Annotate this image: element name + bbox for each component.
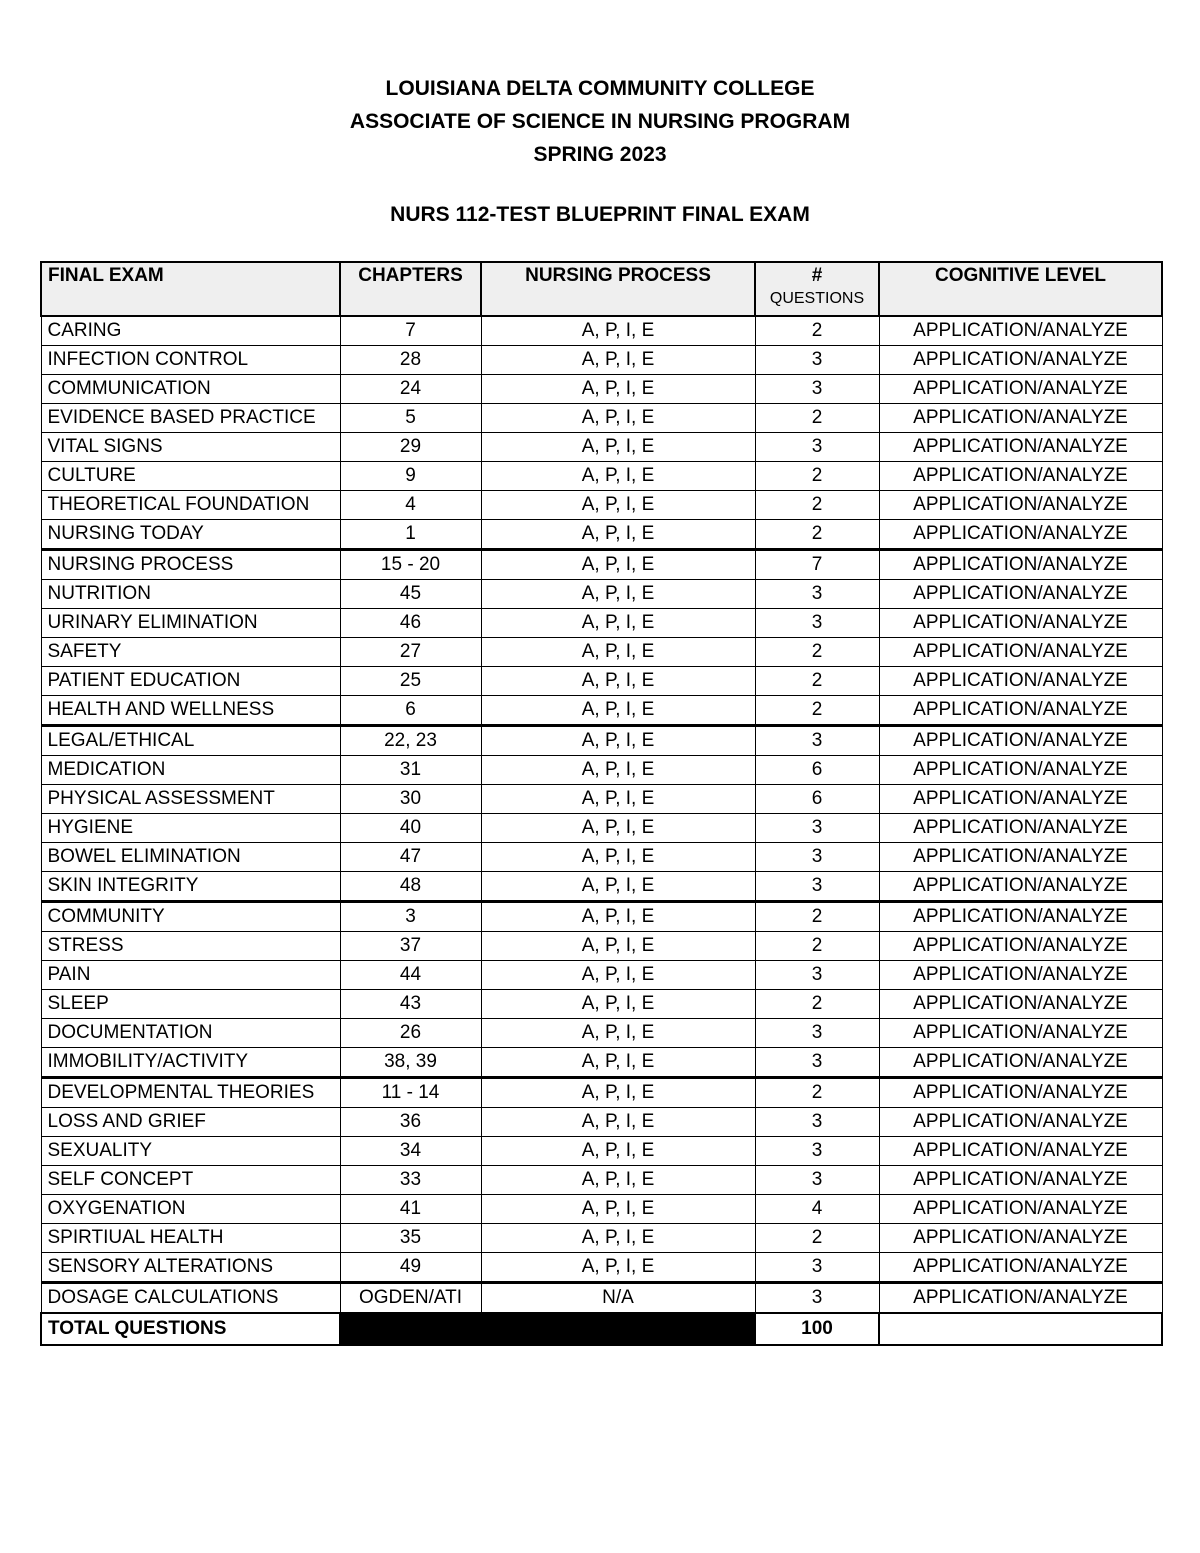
table-row: [41, 638, 1162, 667]
cell-questions: 7: [755, 550, 879, 580]
table-row: [41, 902, 1162, 932]
cell-chapters: 37: [340, 932, 481, 961]
cell-cognitive-level: APPLICATION/ANALYZE: [879, 609, 1162, 638]
cell-topic: URINARY ELIMINATION: [41, 609, 340, 638]
cell-chapters: 5: [340, 404, 481, 433]
cell-cognitive-level: APPLICATION/ANALYZE: [879, 346, 1162, 375]
table-row: [41, 756, 1162, 785]
cell-nursing-process: A, P, I, E: [481, 843, 755, 872]
cell-nursing-process: A, P, I, E: [481, 316, 755, 346]
cell-topic: LOSS AND GRIEF: [41, 1108, 340, 1137]
cell-questions: 2: [755, 1078, 879, 1108]
cell-nursing-process: A, P, I, E: [481, 1166, 755, 1195]
cell-topic: SAFETY: [41, 638, 340, 667]
cell-questions: 3: [755, 433, 879, 462]
table-row: [41, 696, 1162, 726]
cell-questions: 3: [755, 609, 879, 638]
table-row: [41, 433, 1162, 462]
cell-cognitive-level: APPLICATION/ANALYZE: [879, 1224, 1162, 1253]
cell-topic: BOWEL ELIMINATION: [41, 843, 340, 872]
column-header-questions-symbol: #: [811, 265, 823, 286]
total-empty-cell: [879, 1313, 1162, 1345]
cell-cognitive-level: APPLICATION/ANALYZE: [879, 1078, 1162, 1108]
cell-chapters: 28: [340, 346, 481, 375]
cell-topic: NUTRITION: [41, 580, 340, 609]
cell-cognitive-level: APPLICATION/ANALYZE: [879, 990, 1162, 1019]
cell-chapters: 44: [340, 961, 481, 990]
cell-chapters: 11 - 14: [340, 1078, 481, 1108]
cell-chapters: 48: [340, 872, 481, 902]
cell-topic: STRESS: [41, 932, 340, 961]
cell-topic: THEORETICAL FOUNDATION: [41, 491, 340, 520]
cell-questions: 2: [755, 932, 879, 961]
table-row: [41, 550, 1162, 580]
cell-cognitive-level: APPLICATION/ANALYZE: [879, 726, 1162, 756]
cell-topic: SKIN INTEGRITY: [41, 872, 340, 902]
cell-cognitive-level: APPLICATION/ANALYZE: [879, 520, 1162, 550]
cell-nursing-process: A, P, I, E: [481, 1048, 755, 1078]
cell-topic: EVIDENCE BASED PRACTICE: [41, 404, 340, 433]
cell-questions: 2: [755, 990, 879, 1019]
cell-cognitive-level: APPLICATION/ANALYZE: [879, 843, 1162, 872]
cell-topic: NURSING TODAY: [41, 520, 340, 550]
cell-nursing-process: A, P, I, E: [481, 433, 755, 462]
cell-nursing-process: A, P, I, E: [481, 550, 755, 580]
cell-chapters: 1: [340, 520, 481, 550]
cell-topic: SELF CONCEPT: [41, 1166, 340, 1195]
column-header-questions-label: QUESTIONS: [769, 290, 865, 307]
blueprint-table: [40, 261, 1163, 1346]
cell-nursing-process: A, P, I, E: [481, 580, 755, 609]
table-row: [41, 1253, 1162, 1283]
cell-chapters: 43: [340, 990, 481, 1019]
table-row: [41, 375, 1162, 404]
table-row: [41, 609, 1162, 638]
cell-questions: 2: [755, 667, 879, 696]
cell-cognitive-level: APPLICATION/ANALYZE: [879, 785, 1162, 814]
cell-topic: LEGAL/ETHICAL: [41, 726, 340, 756]
column-header-chapters: CHAPTERS: [340, 262, 481, 316]
cell-topic: DOSAGE CALCULATIONS: [41, 1283, 340, 1314]
cell-questions: 2: [755, 404, 879, 433]
cell-questions: 2: [755, 1224, 879, 1253]
cell-chapters: 24: [340, 375, 481, 404]
cell-questions: 3: [755, 1283, 879, 1314]
table-row: [41, 520, 1162, 550]
cell-chapters: 29: [340, 433, 481, 462]
cell-questions: 3: [755, 1108, 879, 1137]
cell-nursing-process: A, P, I, E: [481, 638, 755, 667]
cell-nursing-process: A, P, I, E: [481, 1195, 755, 1224]
cell-nursing-process: A, P, I, E: [481, 726, 755, 756]
table-row: [41, 1019, 1162, 1048]
cell-nursing-process: A, P, I, E: [481, 375, 755, 404]
cell-questions: 3: [755, 1048, 879, 1078]
cell-questions: 6: [755, 756, 879, 785]
cell-chapters: 38, 39: [340, 1048, 481, 1078]
table-row: [41, 1108, 1162, 1137]
cell-topic: COMMUNITY: [41, 902, 340, 932]
cell-chapters: 49: [340, 1253, 481, 1283]
total-blackout-cell: [340, 1313, 755, 1345]
table-row: [41, 404, 1162, 433]
cell-cognitive-level: APPLICATION/ANALYZE: [879, 375, 1162, 404]
cell-chapters: 35: [340, 1224, 481, 1253]
column-header-final-exam: FINAL EXAM: [41, 262, 340, 316]
cell-chapters: 30: [340, 785, 481, 814]
total-row: [41, 1313, 1162, 1345]
cell-nursing-process: A, P, I, E: [481, 785, 755, 814]
cell-nursing-process: A, P, I, E: [481, 814, 755, 843]
table-row: [41, 1224, 1162, 1253]
cell-nursing-process: A, P, I, E: [481, 667, 755, 696]
table-row: [41, 814, 1162, 843]
cell-questions: 4: [755, 1195, 879, 1224]
cell-nursing-process: A, P, I, E: [481, 609, 755, 638]
cell-topic: VITAL SIGNS: [41, 433, 340, 462]
cell-chapters: 15 - 20: [340, 550, 481, 580]
cell-topic: CULTURE: [41, 462, 340, 491]
column-header-cognitive-level: COGNITIVE LEVEL: [879, 262, 1162, 316]
table-header-row: [41, 262, 1162, 316]
cell-cognitive-level: APPLICATION/ANALYZE: [879, 1108, 1162, 1137]
cell-topic: MEDICATION: [41, 756, 340, 785]
cell-chapters: 7: [340, 316, 481, 346]
cell-chapters: 40: [340, 814, 481, 843]
table-row: [41, 1078, 1162, 1108]
college-name: LOUISIANA DELTA COMMUNITY COLLEGE: [385, 77, 815, 100]
program-name: ASSOCIATE OF SCIENCE IN NURSING PROGRAM: [349, 110, 851, 133]
cell-questions: 3: [755, 843, 879, 872]
cell-topic: DOCUMENTATION: [41, 1019, 340, 1048]
table-row: [41, 1048, 1162, 1078]
cell-questions: 2: [755, 462, 879, 491]
total-questions: 100: [755, 1313, 879, 1345]
column-header-nursing-process: NURSING PROCESS: [481, 262, 755, 316]
table-row: [41, 667, 1162, 696]
cell-cognitive-level: APPLICATION/ANALYZE: [879, 433, 1162, 462]
cell-topic: PATIENT EDUCATION: [41, 667, 340, 696]
cell-cognitive-level: APPLICATION/ANALYZE: [879, 756, 1162, 785]
cell-topic: INFECTION CONTROL: [41, 346, 340, 375]
table-row: [41, 580, 1162, 609]
table-row: [41, 491, 1162, 520]
cell-questions: 2: [755, 316, 879, 346]
cell-chapters: 47: [340, 843, 481, 872]
table-row: [41, 872, 1162, 902]
cell-chapters: OGDEN/ATI: [340, 1283, 481, 1314]
cell-chapters: 25: [340, 667, 481, 696]
cell-chapters: 9: [340, 462, 481, 491]
cell-chapters: 6: [340, 696, 481, 726]
cell-nursing-process: A, P, I, E: [481, 1137, 755, 1166]
cell-cognitive-level: APPLICATION/ANALYZE: [879, 696, 1162, 726]
cell-nursing-process: A, P, I, E: [481, 1108, 755, 1137]
cell-questions: 3: [755, 1166, 879, 1195]
cell-chapters: 34: [340, 1137, 481, 1166]
cell-nursing-process: A, P, I, E: [481, 990, 755, 1019]
cell-nursing-process: A, P, I, E: [481, 961, 755, 990]
table-row: [41, 785, 1162, 814]
cell-chapters: 4: [340, 491, 481, 520]
cell-cognitive-level: APPLICATION/ANALYZE: [879, 1019, 1162, 1048]
cell-questions: 3: [755, 961, 879, 990]
cell-chapters: 27: [340, 638, 481, 667]
cell-questions: 3: [755, 814, 879, 843]
cell-nursing-process: A, P, I, E: [481, 902, 755, 932]
cell-cognitive-level: APPLICATION/ANALYZE: [879, 902, 1162, 932]
cell-topic: HEALTH AND WELLNESS: [41, 696, 340, 726]
cell-cognitive-level: APPLICATION/ANALYZE: [879, 961, 1162, 990]
cell-cognitive-level: APPLICATION/ANALYZE: [879, 1253, 1162, 1283]
cell-topic: SEXUALITY: [41, 1137, 340, 1166]
cell-topic: SENSORY ALTERATIONS: [41, 1253, 340, 1283]
table-row: [41, 1283, 1162, 1314]
cell-cognitive-level: APPLICATION/ANALYZE: [879, 1283, 1162, 1314]
cell-questions: 2: [755, 638, 879, 667]
cell-chapters: 36: [340, 1108, 481, 1137]
cell-chapters: 46: [340, 609, 481, 638]
cell-chapters: 31: [340, 756, 481, 785]
cell-cognitive-level: APPLICATION/ANALYZE: [879, 580, 1162, 609]
cell-questions: 6: [755, 785, 879, 814]
cell-chapters: 45: [340, 580, 481, 609]
cell-questions: 3: [755, 1253, 879, 1283]
cell-topic: CARING: [41, 316, 340, 346]
cell-topic: COMMUNICATION: [41, 375, 340, 404]
table-row: [41, 1166, 1162, 1195]
cell-chapters: 33: [340, 1166, 481, 1195]
cell-cognitive-level: APPLICATION/ANALYZE: [879, 932, 1162, 961]
cell-nursing-process: A, P, I, E: [481, 872, 755, 902]
cell-topic: DEVELOPMENTAL THEORIES: [41, 1078, 340, 1108]
cell-nursing-process: A, P, I, E: [481, 1224, 755, 1253]
cell-cognitive-level: APPLICATION/ANALYZE: [879, 462, 1162, 491]
cell-nursing-process: A, P, I, E: [481, 491, 755, 520]
cell-nursing-process: A, P, I, E: [481, 932, 755, 961]
table-row: [41, 346, 1162, 375]
cell-nursing-process: A, P, I, E: [481, 404, 755, 433]
cell-topic: NURSING PROCESS: [41, 550, 340, 580]
cell-nursing-process: A, P, I, E: [481, 696, 755, 726]
cell-topic: PHYSICAL ASSESSMENT: [41, 785, 340, 814]
total-label: TOTAL QUESTIONS: [41, 1313, 340, 1345]
cell-cognitive-level: APPLICATION/ANALYZE: [879, 667, 1162, 696]
cell-questions: 3: [755, 580, 879, 609]
table-row: [41, 961, 1162, 990]
cell-questions: 2: [755, 696, 879, 726]
cell-cognitive-level: APPLICATION/ANALYZE: [879, 316, 1162, 346]
cell-questions: 3: [755, 375, 879, 404]
cell-topic: PAIN: [41, 961, 340, 990]
cell-topic: SLEEP: [41, 990, 340, 1019]
table-row: [41, 843, 1162, 872]
cell-questions: 3: [755, 726, 879, 756]
cell-topic: IMMOBILITY/ACTIVITY: [41, 1048, 340, 1078]
cell-nursing-process: A, P, I, E: [481, 462, 755, 491]
cell-cognitive-level: APPLICATION/ANALYZE: [879, 1137, 1162, 1166]
cell-topic: SPIRTIUAL HEALTH: [41, 1224, 340, 1253]
cell-chapters: 41: [340, 1195, 481, 1224]
cell-nursing-process: N/A: [481, 1283, 755, 1314]
cell-nursing-process: A, P, I, E: [481, 1253, 755, 1283]
cell-cognitive-level: APPLICATION/ANALYZE: [879, 491, 1162, 520]
cell-chapters: 26: [340, 1019, 481, 1048]
table-row: [41, 1137, 1162, 1166]
cell-cognitive-level: APPLICATION/ANALYZE: [879, 1166, 1162, 1195]
table-row: [41, 990, 1162, 1019]
cell-questions: 2: [755, 902, 879, 932]
cell-cognitive-level: APPLICATION/ANALYZE: [879, 550, 1162, 580]
term: SPRING 2023: [533, 143, 667, 166]
cell-cognitive-level: APPLICATION/ANALYZE: [879, 872, 1162, 902]
cell-cognitive-level: APPLICATION/ANALYZE: [879, 638, 1162, 667]
cell-nursing-process: A, P, I, E: [481, 1078, 755, 1108]
cell-nursing-process: A, P, I, E: [481, 346, 755, 375]
cell-nursing-process: A, P, I, E: [481, 520, 755, 550]
cell-topic: OXYGENATION: [41, 1195, 340, 1224]
cell-cognitive-level: APPLICATION/ANALYZE: [879, 404, 1162, 433]
table-row: [41, 1195, 1162, 1224]
cell-chapters: 22, 23: [340, 726, 481, 756]
column-header-questions: [755, 262, 879, 316]
cell-questions: 3: [755, 346, 879, 375]
cell-questions: 2: [755, 520, 879, 550]
cell-nursing-process: A, P, I, E: [481, 756, 755, 785]
cell-questions: 3: [755, 1137, 879, 1166]
document-title: NURS 112-TEST BLUEPRINT FINAL EXAM: [390, 203, 810, 226]
cell-chapters: 3: [340, 902, 481, 932]
cell-questions: 2: [755, 491, 879, 520]
cell-questions: 3: [755, 872, 879, 902]
cell-topic: HYGIENE: [41, 814, 340, 843]
cell-cognitive-level: APPLICATION/ANALYZE: [879, 1195, 1162, 1224]
cell-questions: 3: [755, 1019, 879, 1048]
cell-nursing-process: A, P, I, E: [481, 1019, 755, 1048]
cell-cognitive-level: APPLICATION/ANALYZE: [879, 814, 1162, 843]
table-row: [41, 726, 1162, 756]
table-row: [41, 462, 1162, 491]
cell-cognitive-level: APPLICATION/ANALYZE: [879, 1048, 1162, 1078]
table-row: [41, 316, 1162, 346]
table-row: [41, 932, 1162, 961]
